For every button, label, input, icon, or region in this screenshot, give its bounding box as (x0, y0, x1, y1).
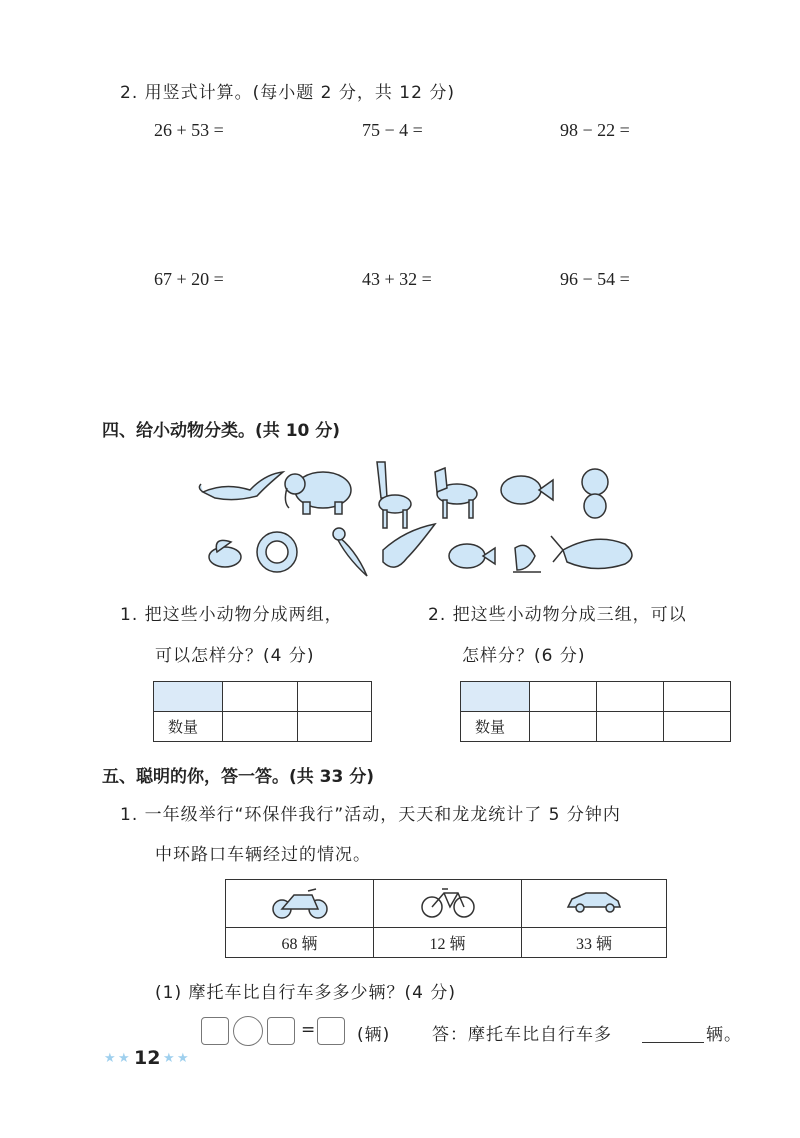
qty-cell[interactable] (597, 712, 664, 742)
unit-label: (辆) (357, 1025, 391, 1045)
star-icon: ★ (177, 1051, 189, 1066)
s5-q1-line2: 中环路口车辆经过的情况。 (155, 845, 371, 865)
group-cell[interactable] (530, 682, 597, 712)
q2-line2: 怎样分？(6 分) (462, 646, 586, 666)
problem-2: 75 − 4 = (362, 120, 423, 140)
bicycle-cell (374, 880, 522, 928)
eagle-icon (383, 524, 435, 567)
header-cell[interactable] (461, 682, 530, 712)
motorcycle-icon (268, 881, 332, 921)
problem-5: 43 + 32 = (362, 269, 432, 289)
dove-icon (209, 540, 241, 567)
group-cell[interactable] (664, 682, 731, 712)
problem-4: 67 + 20 = (154, 269, 224, 289)
problem-3: 98 − 22 = (560, 120, 630, 140)
car-icon (562, 881, 626, 921)
tropical-fish-icon (449, 544, 495, 568)
star-icon: ★ (104, 1051, 116, 1066)
s5-q1-line1: 1. 一年级举行“环保伴我行”活动，天天和龙龙统计了 5 分钟内 (120, 805, 621, 825)
answer-suffix: 辆。 (706, 1025, 742, 1045)
goose-icon (199, 472, 283, 500)
three-group-table (460, 681, 731, 742)
answer-box-2[interactable] (267, 1017, 295, 1045)
elephant-icon (285, 472, 351, 514)
group-cell[interactable] (223, 682, 298, 712)
bicycle-icon (418, 881, 478, 921)
vehicle-table (225, 879, 667, 958)
answer-box-1[interactable] (201, 1017, 229, 1045)
bird-icon (333, 528, 367, 576)
section-title-vertical-calc: 2. 用竖式计算。(每小题 2 分，共 12 分) (120, 83, 455, 103)
group-cell[interactable] (597, 682, 664, 712)
qty-label: 数量 (154, 712, 223, 742)
qty-label: 数量 (461, 712, 530, 742)
answer-box-result[interactable] (317, 1017, 345, 1045)
page-number: 12 (134, 1047, 161, 1069)
monkey-icon (582, 469, 608, 518)
motorcycle-count: 68 辆 (226, 928, 374, 958)
whale-icon (551, 536, 632, 569)
bicycle-count: 12 辆 (374, 928, 522, 958)
problem-1: 26 + 53 = (154, 120, 224, 140)
car-cell (522, 880, 667, 928)
equals-sign: = (301, 1020, 317, 1040)
q1-line1: 1. 把这些小动物分成两组， (120, 605, 343, 625)
q1-line2: 可以怎样分？(4 分) (155, 646, 315, 666)
two-group-table (153, 681, 372, 742)
qty-cell[interactable] (223, 712, 298, 742)
star-icon: ★ (163, 1051, 175, 1066)
parrot-icon (513, 545, 541, 572)
section-title-answer: 五、聪明的你，答一答。(共 33 分) (102, 767, 375, 787)
star-icon: ★ (118, 1051, 130, 1066)
lion-icon (257, 532, 297, 572)
q2-line1: 2. 把这些小动物分成三组，可以 (428, 605, 687, 625)
problem-6: 96 − 54 = (560, 269, 630, 289)
operator-circle[interactable] (233, 1016, 263, 1046)
sub-question-1: (1) 摩托车比自行车多多少辆？(4 分) (155, 983, 456, 1003)
section-title-classify-animals: 四、给小动物分类。(共 10 分) (102, 421, 341, 441)
car-count: 33 辆 (522, 928, 667, 958)
answer-prefix: 答：摩托车比自行车多 (432, 1025, 612, 1045)
qty-cell[interactable] (297, 712, 372, 742)
giraffe-icon (377, 462, 411, 528)
motorcycle-cell (226, 880, 374, 928)
horse-icon (435, 468, 477, 518)
answer-blank[interactable] (642, 1042, 704, 1043)
fish-icon (501, 476, 553, 504)
qty-cell[interactable] (530, 712, 597, 742)
group-cell[interactable] (297, 682, 372, 712)
animal-illustrations (195, 452, 645, 587)
qty-cell[interactable] (664, 712, 731, 742)
header-cell[interactable] (154, 682, 223, 712)
